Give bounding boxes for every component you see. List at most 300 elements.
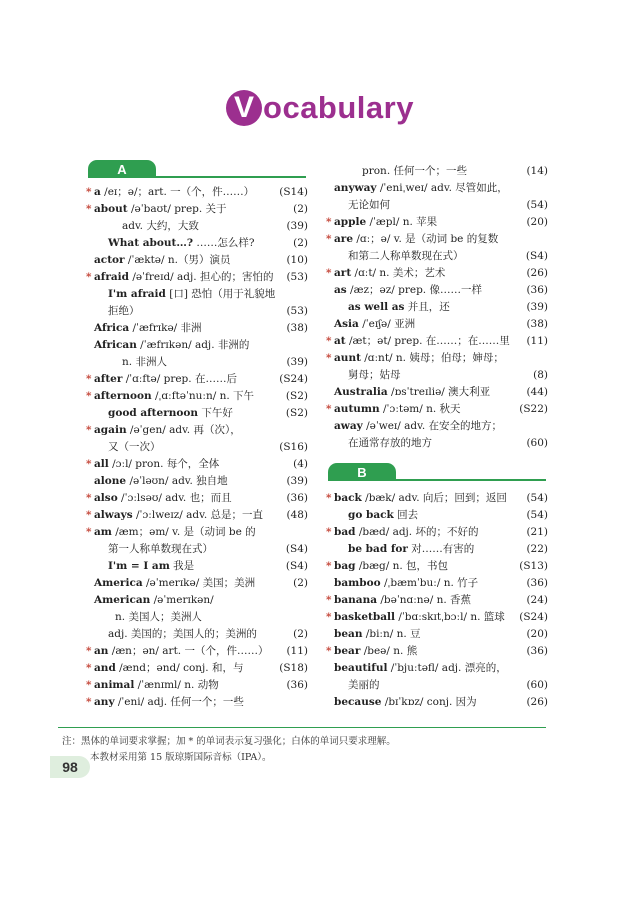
definition: ……怎么样?: [193, 237, 255, 249]
definition: /bæk/ adv. 向后；回到；返回: [361, 492, 507, 504]
unit-reference: (38): [286, 322, 308, 334]
vocab-entry: [326, 507, 548, 523]
vocab-entry: [86, 609, 308, 625]
vocab-entry: [326, 524, 548, 540]
definition: /beə/ n. 熊: [360, 645, 418, 657]
definition: 无论如何: [348, 199, 390, 211]
review-star-icon: *: [86, 679, 92, 691]
unit-reference: (2): [293, 203, 308, 215]
vocab-entry: [86, 269, 308, 285]
definition: /əˈweɪ/ adv. 在安全的地方；: [362, 420, 503, 432]
entry-text: [94, 694, 244, 710]
unit-reference: (54): [526, 509, 548, 521]
headword: as: [334, 284, 347, 296]
definition: /əˈgen/ adv. 再（次），: [126, 424, 241, 436]
definition: /bəˈnɑːnə/ n. 香蕉: [377, 594, 472, 606]
headword: Australia: [334, 386, 388, 398]
headword: a: [94, 186, 101, 198]
entry-text: [94, 201, 227, 217]
review-star-icon: *: [326, 560, 332, 572]
unit-reference: (36): [526, 577, 548, 589]
title-text: ocabulary: [263, 90, 414, 125]
headword: African: [94, 339, 137, 351]
entry-text: [94, 524, 256, 540]
review-star-icon: *: [326, 216, 332, 228]
entry-text: [334, 575, 478, 591]
entry-text: [334, 282, 482, 298]
unit-reference: (20): [526, 628, 548, 640]
vocab-entry: [326, 180, 548, 196]
vocab-entry: [326, 214, 548, 230]
footnote-legend: 注：黑体的单词要求掌握；加 * 的单词表示复习强化；白体的单词只要求理解。: [62, 736, 396, 747]
entry-text: [94, 592, 214, 608]
review-star-icon: *: [86, 271, 92, 283]
unit-reference: (26): [526, 696, 548, 708]
review-star-icon: *: [86, 424, 92, 436]
definition: 第一人称单数现在式）: [108, 543, 213, 555]
entry-text: [348, 248, 464, 264]
review-star-icon: *: [86, 645, 92, 657]
headword: afraid: [94, 271, 129, 283]
entry-text: [94, 184, 254, 200]
unit-reference: (54): [526, 492, 548, 504]
headword: aunt: [334, 352, 361, 364]
section-header-a: [88, 160, 306, 178]
headword: after: [94, 373, 123, 385]
unit-reference: (10): [286, 254, 308, 266]
vocab-entry: [86, 541, 308, 557]
entry-text: [334, 384, 490, 400]
unit-reference: (S24): [519, 611, 548, 623]
vocab-entry: [86, 320, 308, 336]
right-column-b: [326, 490, 548, 720]
entry-text: [348, 541, 474, 557]
definition: /əˈmerɪkə/ 美国；美洲: [142, 577, 256, 589]
entry-text: [94, 456, 219, 472]
vocab-entry: [326, 163, 548, 179]
left-column: [86, 184, 308, 714]
headword: banana: [334, 594, 378, 606]
definition: 又（一次）: [108, 441, 161, 453]
definition: /ˈæktə/ n.（男）演员: [124, 254, 231, 266]
entry-text: [115, 609, 202, 625]
vocab-entry: [326, 677, 548, 693]
definition: 我是: [169, 560, 195, 572]
unit-reference: (S13): [519, 560, 548, 572]
unit-reference: (39): [526, 301, 548, 313]
vocab-entry: [326, 643, 548, 659]
unit-reference: (S14): [279, 186, 308, 198]
vocab-entry: [326, 435, 548, 451]
vocab-entry: [86, 422, 308, 438]
headword: bad: [334, 526, 356, 538]
unit-reference: (S4): [285, 543, 308, 555]
definition: 在通常存放的地方: [348, 437, 432, 449]
unit-reference: (S24): [279, 373, 308, 385]
entry-text: [108, 235, 255, 251]
right-column-a: [326, 163, 548, 453]
vocab-entry: [86, 405, 308, 421]
review-star-icon: *: [326, 611, 332, 623]
definition: /æm；əm/ v. 是（动词 be 的: [111, 526, 256, 538]
vocab-entry: [86, 660, 308, 676]
unit-reference: (60): [526, 437, 548, 449]
vocab-entry: [326, 694, 548, 710]
entry-text: [348, 507, 418, 523]
unit-reference: (2): [293, 577, 308, 589]
footer-divider: [58, 727, 546, 728]
definition: /ˈeɪʃə/ 亚洲: [358, 318, 416, 330]
unit-reference: (48): [286, 509, 308, 521]
vocab-entry: [86, 252, 308, 268]
entry-text: [334, 609, 505, 625]
entry-text: [348, 197, 390, 213]
entry-text: [94, 490, 232, 506]
vocab-entry: [326, 231, 548, 247]
vocab-entry: [326, 384, 548, 400]
definition: /ænd；ənd/ conj. 和，与: [115, 662, 244, 674]
entry-text: [94, 660, 243, 676]
entry-text: [334, 333, 510, 349]
headword: bag: [334, 560, 356, 572]
review-star-icon: *: [86, 186, 92, 198]
entry-text: [334, 231, 498, 247]
entry-text: [94, 252, 231, 268]
headword: beautiful: [334, 662, 388, 674]
definition: pron. 任何一个；一些: [362, 165, 467, 177]
definition: 拒绝）: [108, 305, 140, 317]
title-initial-badge: V: [226, 90, 262, 126]
definition: 回去: [393, 509, 419, 521]
review-star-icon: *: [86, 696, 92, 708]
review-star-icon: *: [326, 492, 332, 504]
unit-reference: (S18): [279, 662, 308, 674]
vocab-entry: [86, 694, 308, 710]
vocab-entry: [326, 418, 548, 434]
vocab-entry: [326, 541, 548, 557]
footnote-ipa: 本教材采用第 15 版琼斯国际音标（IPA）。: [90, 752, 272, 763]
review-star-icon: *: [326, 352, 332, 364]
vocabulary-title: [0, 86, 640, 130]
unit-reference: (11): [286, 645, 308, 657]
definition: 对……有害的: [407, 543, 475, 555]
review-star-icon: *: [326, 526, 332, 538]
definition: /ɑː；ə/ v. 是（动词 be 的复数: [353, 233, 499, 245]
unit-reference: (S4): [525, 250, 548, 262]
entry-text: [348, 367, 401, 383]
headword: American: [94, 594, 151, 606]
definition: /ɔːl/ pron. 每个，全体: [108, 458, 220, 470]
headword: about: [94, 203, 128, 215]
vocab-entry: [326, 197, 548, 213]
headword: am: [94, 526, 112, 538]
section-label: A: [88, 160, 156, 178]
definition: /əˈbaʊt/ prep. 关于: [127, 203, 227, 215]
vocab-entry: [86, 473, 308, 489]
entry-text: [108, 286, 275, 302]
definition: 并且，还: [404, 301, 450, 313]
definition: /ɑːnt/ n. 姨母；伯母；婶母；: [360, 352, 504, 364]
vocab-entry: [326, 316, 548, 332]
entry-text: [94, 337, 249, 353]
review-star-icon: *: [326, 645, 332, 657]
page-number: 98: [50, 756, 90, 778]
headword: anyway: [334, 182, 377, 194]
definition: /ˈbjuːtəfl/ adj. 漂亮的，: [387, 662, 507, 674]
headword: be bad for: [348, 543, 408, 555]
unit-reference: (S2): [285, 390, 308, 402]
definition: /bæd/ adj. 坏的；不好的: [355, 526, 479, 538]
entry-text: [108, 439, 161, 455]
entry-text: [94, 473, 228, 489]
vocab-entry: [326, 401, 548, 417]
entry-text: [94, 388, 254, 404]
definition: /ˈɔːlweɪz/ adv. 总是；一直: [132, 509, 264, 521]
unit-reference: (53): [286, 271, 308, 283]
headword: go back: [348, 509, 394, 521]
entry-text: [334, 524, 478, 540]
headword: afternoon: [94, 390, 152, 402]
vocab-entry: [326, 575, 548, 591]
entry-text: [108, 541, 213, 557]
vocab-entry: [86, 354, 308, 370]
vocab-entry: [326, 282, 548, 298]
headword: bean: [334, 628, 363, 640]
unit-reference: (39): [286, 475, 308, 487]
headword: Asia: [334, 318, 359, 330]
definition: /ɑːt/ n. 美术；艺术: [351, 267, 446, 279]
vocab-entry: [326, 248, 548, 264]
vocab-entry: [86, 201, 308, 217]
headword: actor: [94, 254, 125, 266]
vocab-entry: [326, 333, 548, 349]
definition: /eɪ；ə/；art. 一（个，件……）: [100, 186, 255, 198]
entry-text: [94, 320, 202, 336]
headword: bamboo: [334, 577, 381, 589]
entry-text: [334, 643, 417, 659]
entry-text: [94, 677, 219, 693]
unit-reference: (26): [526, 267, 548, 279]
definition: /ɒsˈtreɪliə/ 澳大利亚: [387, 386, 491, 398]
unit-reference: (11): [526, 335, 548, 347]
headword: an: [94, 645, 109, 657]
definition: /ˈɔːtəm/ n. 秋天: [379, 403, 461, 415]
unit-reference: (S4): [285, 560, 308, 572]
unit-reference: (38): [526, 318, 548, 330]
review-star-icon: *: [86, 458, 92, 470]
vocab-entry: [86, 218, 308, 234]
review-star-icon: *: [326, 233, 332, 245]
vocab-entry: [86, 184, 308, 200]
vocab-entry: [86, 235, 308, 251]
vocab-entry: [326, 609, 548, 625]
entry-text: [334, 214, 437, 230]
definition: 美丽的: [348, 679, 380, 691]
unit-reference: (14): [526, 165, 548, 177]
entry-text: [94, 575, 255, 591]
vocab-entry: [326, 660, 548, 676]
definition: /æt；ət/ prep. 在……；在……里: [345, 335, 510, 347]
entry-text: [108, 405, 233, 421]
definition: n. 非洲人: [122, 356, 167, 368]
entry-text: [348, 435, 432, 451]
unit-reference: (36): [526, 645, 548, 657]
entry-text: [362, 163, 467, 179]
definition: /ˌɑːftəˈnuːn/ n. 下午: [151, 390, 255, 402]
headword: also: [94, 492, 118, 504]
review-star-icon: *: [86, 662, 92, 674]
headword: basketball: [334, 611, 395, 623]
vocab-entry: [86, 558, 308, 574]
entry-text: [94, 643, 268, 659]
entry-text: [94, 422, 241, 438]
definition: /ˈɑːftə/ prep. 在……后: [122, 373, 237, 385]
headword: art: [334, 267, 352, 279]
vocab-entry: [86, 677, 308, 693]
entry-text: [334, 180, 508, 196]
vocab-entry: [326, 490, 548, 506]
entry-text: [334, 350, 504, 366]
vocab-entry: [86, 456, 308, 472]
entry-text: [122, 218, 199, 234]
vocab-entry: [326, 265, 548, 281]
headword: again: [94, 424, 127, 436]
unit-reference: (S2): [285, 407, 308, 419]
headword: I'm = I am: [108, 560, 170, 572]
definition: 舅母；姑母: [348, 369, 401, 381]
vocab-entry: [86, 507, 308, 523]
review-star-icon: *: [86, 373, 92, 385]
vocab-entry: [86, 643, 308, 659]
definition: /ˌbæmˈbuː/ n. 竹子: [380, 577, 479, 589]
entry-text: [108, 558, 194, 574]
vocab-entry: [86, 626, 308, 642]
definition: n. 美国人；美洲人: [115, 611, 202, 623]
definition: /ˈeni/ adj. 任何一个；一些: [114, 696, 244, 708]
definition: [口] 恐怕（用于礼貌地: [165, 288, 276, 300]
headword: bear: [334, 645, 361, 657]
review-star-icon: *: [86, 203, 92, 215]
definition: /ˈænɪml/ n. 动物: [134, 679, 219, 691]
definition: /bɪˈkɒz/ conj. 因为: [381, 696, 477, 708]
review-star-icon: *: [86, 526, 92, 538]
unit-reference: (39): [286, 220, 308, 232]
definition: adv. 大约，大致: [122, 220, 199, 232]
headword: I'm afraid: [108, 288, 166, 300]
unit-reference: (S16): [279, 441, 308, 453]
vocab-entry: [86, 592, 308, 608]
unit-reference: (36): [526, 284, 548, 296]
definition: /ˈæfrɪkən/ adj. 非洲的: [136, 339, 250, 351]
headword: at: [334, 335, 346, 347]
vocab-entry: [86, 575, 308, 591]
headword: America: [94, 577, 143, 589]
unit-reference: (60): [526, 679, 548, 691]
entry-text: [334, 418, 502, 434]
entry-text: [348, 677, 380, 693]
vocab-entry: [326, 592, 548, 608]
unit-reference: (53): [286, 305, 308, 317]
entry-text: [108, 303, 140, 319]
headword: all: [94, 458, 109, 470]
entry-text: [108, 626, 257, 642]
review-star-icon: *: [326, 403, 332, 415]
entry-text: [334, 316, 415, 332]
vocab-entry: [86, 371, 308, 387]
definition: /ˈbɑːskɪtˌbɔːl/ n. 篮球: [395, 611, 505, 623]
definition: /əˈfreɪd/ adj. 担心的；害怕的: [129, 271, 274, 283]
unit-reference: (S22): [519, 403, 548, 415]
headword: What about…?: [108, 237, 194, 249]
vocab-entry: [326, 626, 548, 642]
review-star-icon: *: [86, 492, 92, 504]
vocab-entry: [86, 439, 308, 455]
vocab-entry: [326, 367, 548, 383]
unit-reference: (24): [526, 594, 548, 606]
definition: /æz；əz/ prep. 像……一样: [346, 284, 482, 296]
unit-reference: (4): [293, 458, 308, 470]
vocab-entry: [86, 388, 308, 404]
entry-text: [94, 269, 273, 285]
unit-reference: (8): [533, 369, 548, 381]
definition: /æn；ən/ art. 一（个，件……）: [108, 645, 269, 657]
entry-text: [334, 626, 421, 642]
headword: and: [94, 662, 116, 674]
headword: because: [334, 696, 382, 708]
headword: apple: [334, 216, 367, 228]
unit-reference: (22): [526, 543, 548, 555]
definition: 下午好: [198, 407, 233, 419]
definition: adj. 美国的；美国人的；美洲的: [108, 628, 257, 640]
definition: /ˈæfrɪkə/ 非洲: [129, 322, 202, 334]
headword: animal: [94, 679, 135, 691]
unit-reference: (20): [526, 216, 548, 228]
review-star-icon: *: [326, 594, 332, 606]
entry-text: [94, 371, 237, 387]
entry-text: [94, 507, 263, 523]
headword: as well as: [348, 301, 405, 313]
definition: /ˈæpl/ n. 苹果: [366, 216, 438, 228]
entry-text: [334, 660, 507, 676]
vocab-entry: [326, 350, 548, 366]
headword: always: [94, 509, 133, 521]
unit-reference: (44): [526, 386, 548, 398]
vocab-entry: [86, 337, 308, 353]
definition: /ˈeniˌweɪ/ adv. 尽管如此，: [376, 182, 508, 194]
definition: /əˈmerɪkən/: [150, 594, 214, 606]
entry-text: [334, 558, 448, 574]
headword: alone: [94, 475, 127, 487]
headword: away: [334, 420, 363, 432]
unit-reference: (54): [526, 199, 548, 211]
entry-text: [334, 401, 461, 417]
headword: autumn: [334, 403, 380, 415]
unit-reference: (36): [286, 679, 308, 691]
unit-reference: (36): [286, 492, 308, 504]
unit-reference: (2): [293, 237, 308, 249]
entry-text: [122, 354, 167, 370]
review-star-icon: *: [86, 390, 92, 402]
entry-text: [334, 490, 507, 506]
vocab-entry: [326, 558, 548, 574]
headword: back: [334, 492, 362, 504]
entry-text: [348, 299, 450, 315]
vocab-entry: [326, 299, 548, 315]
definition: /biːn/ n. 豆: [362, 628, 421, 640]
definition: /ˈɔːlsəʊ/ adv. 也；而且: [117, 492, 232, 504]
review-star-icon: *: [326, 267, 332, 279]
definition: /bæg/ n. 包，书包: [355, 560, 449, 572]
